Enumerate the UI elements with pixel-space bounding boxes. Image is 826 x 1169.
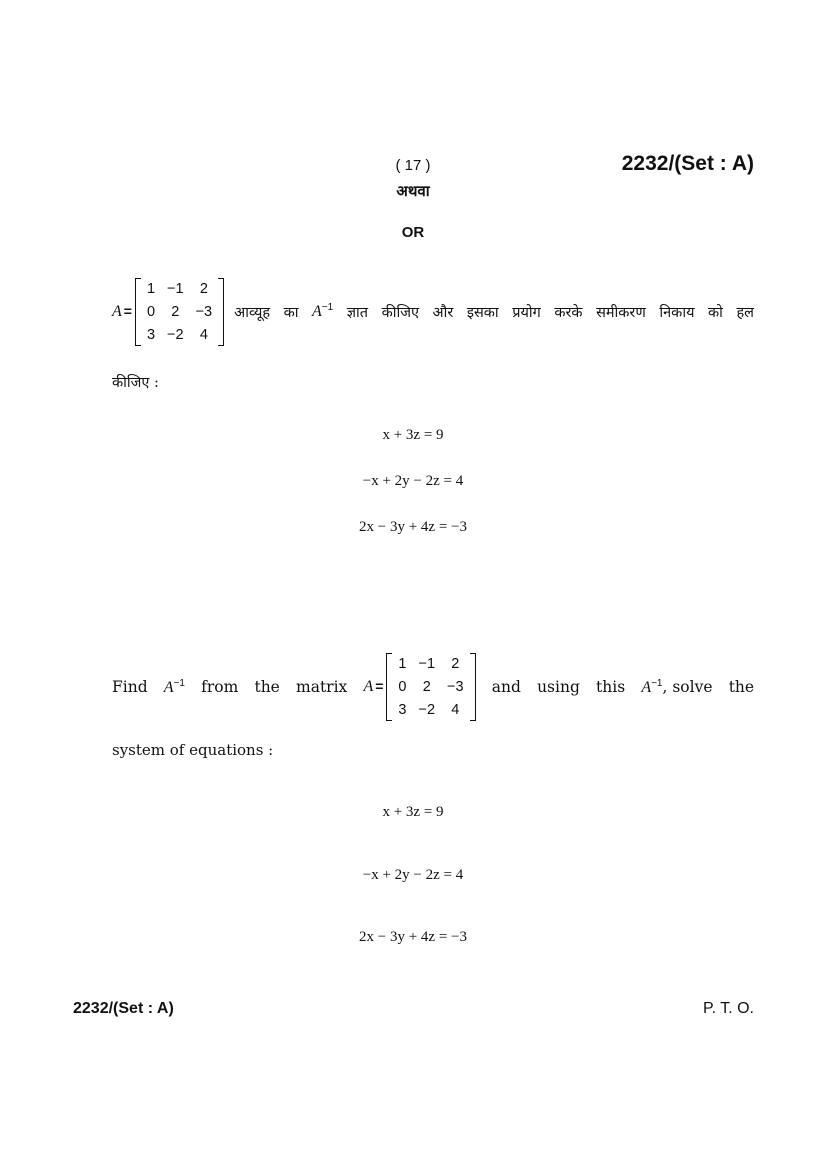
- equation: 2x − 3y + 4z = −3: [359, 519, 467, 535]
- hindi-question-continuation: कीजिए :: [112, 375, 159, 391]
- equation: −x + 2y − 2z = 4: [362, 473, 464, 489]
- hindi-question-text: आव्यूह का $A^{-1}$ ज्ञात कीजिए और इसका प्रयोग करके समीकरण निकाय को हल: [234, 302, 754, 321]
- matrix-cell: 4: [451, 702, 460, 718]
- pto-label: P. T. O.: [703, 1000, 754, 1017]
- matrix-english: [386, 653, 475, 722]
- english-question-line: Find $A^{-1}$ from the matrix A = 1 −1 2 0 2 −3 3 −2 4 and using this $A^{-1}$ , solve the: [112, 652, 754, 722]
- matrix-cell: 0: [146, 304, 156, 320]
- hindi-question-line: [112, 276, 754, 348]
- paper-code-footer: 2232/(Set : A): [73, 1000, 174, 1017]
- matrix-cell: −1: [418, 656, 436, 672]
- matrix-cell: 3: [398, 702, 407, 718]
- matrix-cell: 2: [422, 679, 431, 695]
- or-hindi: अथवा: [396, 182, 430, 200]
- matrix-cell: 1: [398, 656, 407, 672]
- paper-code-header: 2232/(Set : A): [621, 152, 754, 175]
- matrix-cell: −1: [167, 281, 184, 297]
- matrix-cell: 1: [146, 281, 156, 297]
- equation: x + 3z = 9: [382, 804, 444, 820]
- matrix-cell: 2: [171, 304, 180, 320]
- matrix-cell: −3: [447, 679, 464, 695]
- english-question-continuation: system of equations :: [112, 741, 274, 759]
- page-number: ( 17 ): [395, 157, 431, 174]
- matrix-hindi: [135, 278, 224, 347]
- matrix-cell: 4: [199, 327, 208, 343]
- matrix-cell: −2: [167, 327, 184, 343]
- equation: 2x − 3y + 4z = −3: [359, 929, 467, 945]
- equation: x + 3z = 9: [382, 427, 444, 443]
- matrix-lhs: A =: [112, 303, 132, 320]
- matrix-cell: 2: [199, 281, 208, 297]
- matrix-cell: 0: [398, 679, 407, 695]
- or-english: OR: [401, 224, 425, 241]
- equation: −x + 2y − 2z = 4: [362, 867, 464, 883]
- matrix-cell: −3: [195, 304, 213, 320]
- matrix-cell: −2: [418, 702, 436, 718]
- matrix-cell: 3: [146, 327, 156, 343]
- matrix-cell: 2: [451, 656, 460, 672]
- matrix-lhs: A =: [363, 678, 384, 695]
